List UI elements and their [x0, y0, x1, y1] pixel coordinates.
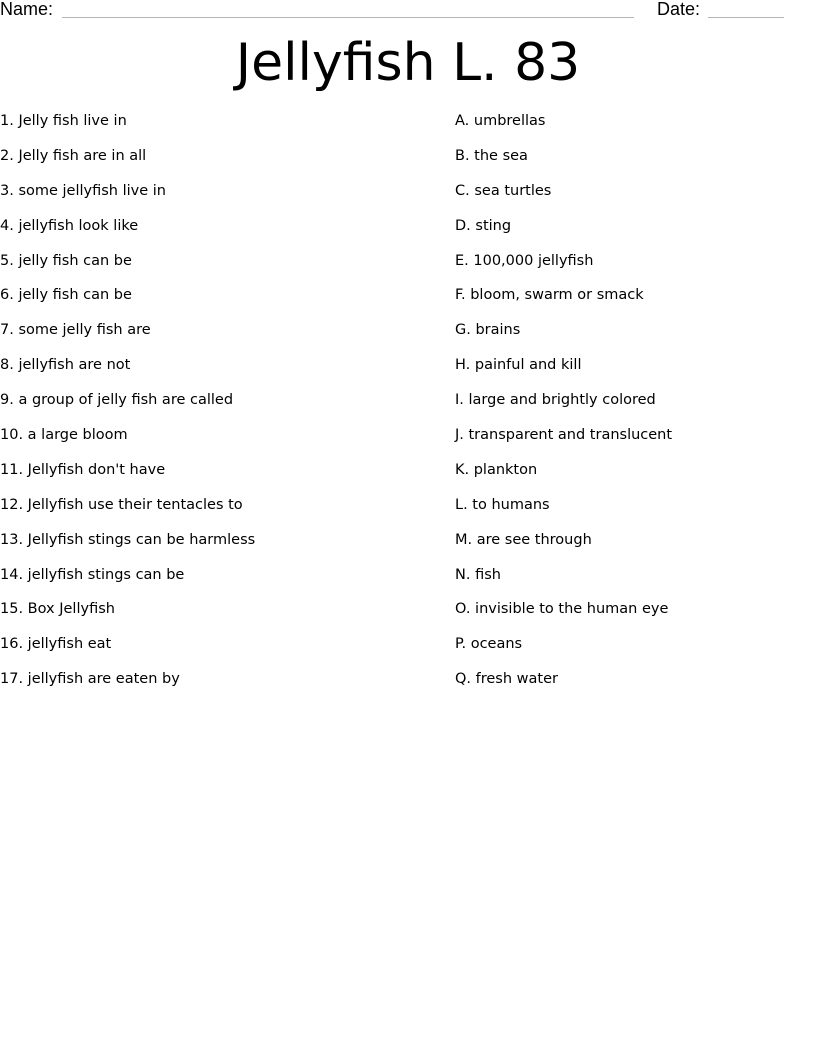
- clue-item: 15. Box Jellyfish: [0, 601, 115, 618]
- answer-item: P. oceans: [455, 636, 523, 653]
- answer-item: F. bloom, swarm or smack: [455, 287, 644, 304]
- answer-item: Q. fresh water: [455, 671, 558, 688]
- answer-item: J. transparent and translucent: [455, 427, 673, 444]
- answer-item: E. 100,000 jellyfish: [455, 252, 594, 269]
- answer-item: M. are see through: [455, 531, 592, 548]
- clue-item: 3. some jellyfish live in: [0, 182, 166, 199]
- clue-item: 5. jelly fish can be: [0, 252, 132, 269]
- answer-item: K. plankton: [455, 461, 538, 478]
- date-label: Date:: [657, 0, 701, 19]
- name-label: Name:: [0, 0, 54, 19]
- clue-item: 4. jellyfish look like: [0, 217, 139, 234]
- name-field[interactable]: [62, 17, 634, 18]
- clue-item: 14. jellyfish stings can be: [0, 566, 185, 583]
- clue-item: 16. jellyfish eat: [0, 636, 112, 653]
- page-title: Jellyfish L. 83: [235, 33, 581, 93]
- clue-item: 13. Jellyfish stings can be harmless: [0, 531, 256, 548]
- worksheet-header: [0, 0, 816, 24]
- clue-item: 8. jellyfish are not: [0, 357, 131, 374]
- answer-item: O. invisible to the human eye: [455, 601, 669, 618]
- answer-item: B. the sea: [455, 147, 528, 164]
- answer-item: L. to humans: [455, 496, 550, 513]
- answers-list: [455, 111, 805, 704]
- clues-list: [0, 111, 430, 704]
- answer-item: C. sea turtles: [455, 182, 552, 199]
- answer-item: N. fish: [455, 566, 501, 583]
- answer-item: G. brains: [455, 322, 521, 339]
- answer-item: A. umbrellas: [455, 113, 546, 129]
- clue-item: 10. a large bloom: [0, 427, 128, 444]
- clue-item: 9. a group of jelly fish are called: [0, 392, 234, 409]
- clue-item: 17. jellyfish are eaten by: [0, 671, 180, 688]
- answer-item: I. large and brightly colored: [455, 392, 656, 409]
- clue-item: 12. Jellyfish use their tentacles to: [0, 496, 243, 513]
- clue-item: 6. jelly fish can be: [0, 287, 132, 304]
- clue-item: 7. some jelly fish are: [0, 322, 151, 339]
- date-field[interactable]: [708, 17, 784, 18]
- clue-item: 1. Jelly fish live in: [0, 113, 127, 129]
- answer-item: D. sting: [455, 217, 512, 234]
- answer-item: H. painful and kill: [455, 357, 582, 374]
- clue-item: 2. Jelly fish are in all: [0, 147, 147, 164]
- clue-item: 11. Jellyfish don't have: [0, 461, 166, 478]
